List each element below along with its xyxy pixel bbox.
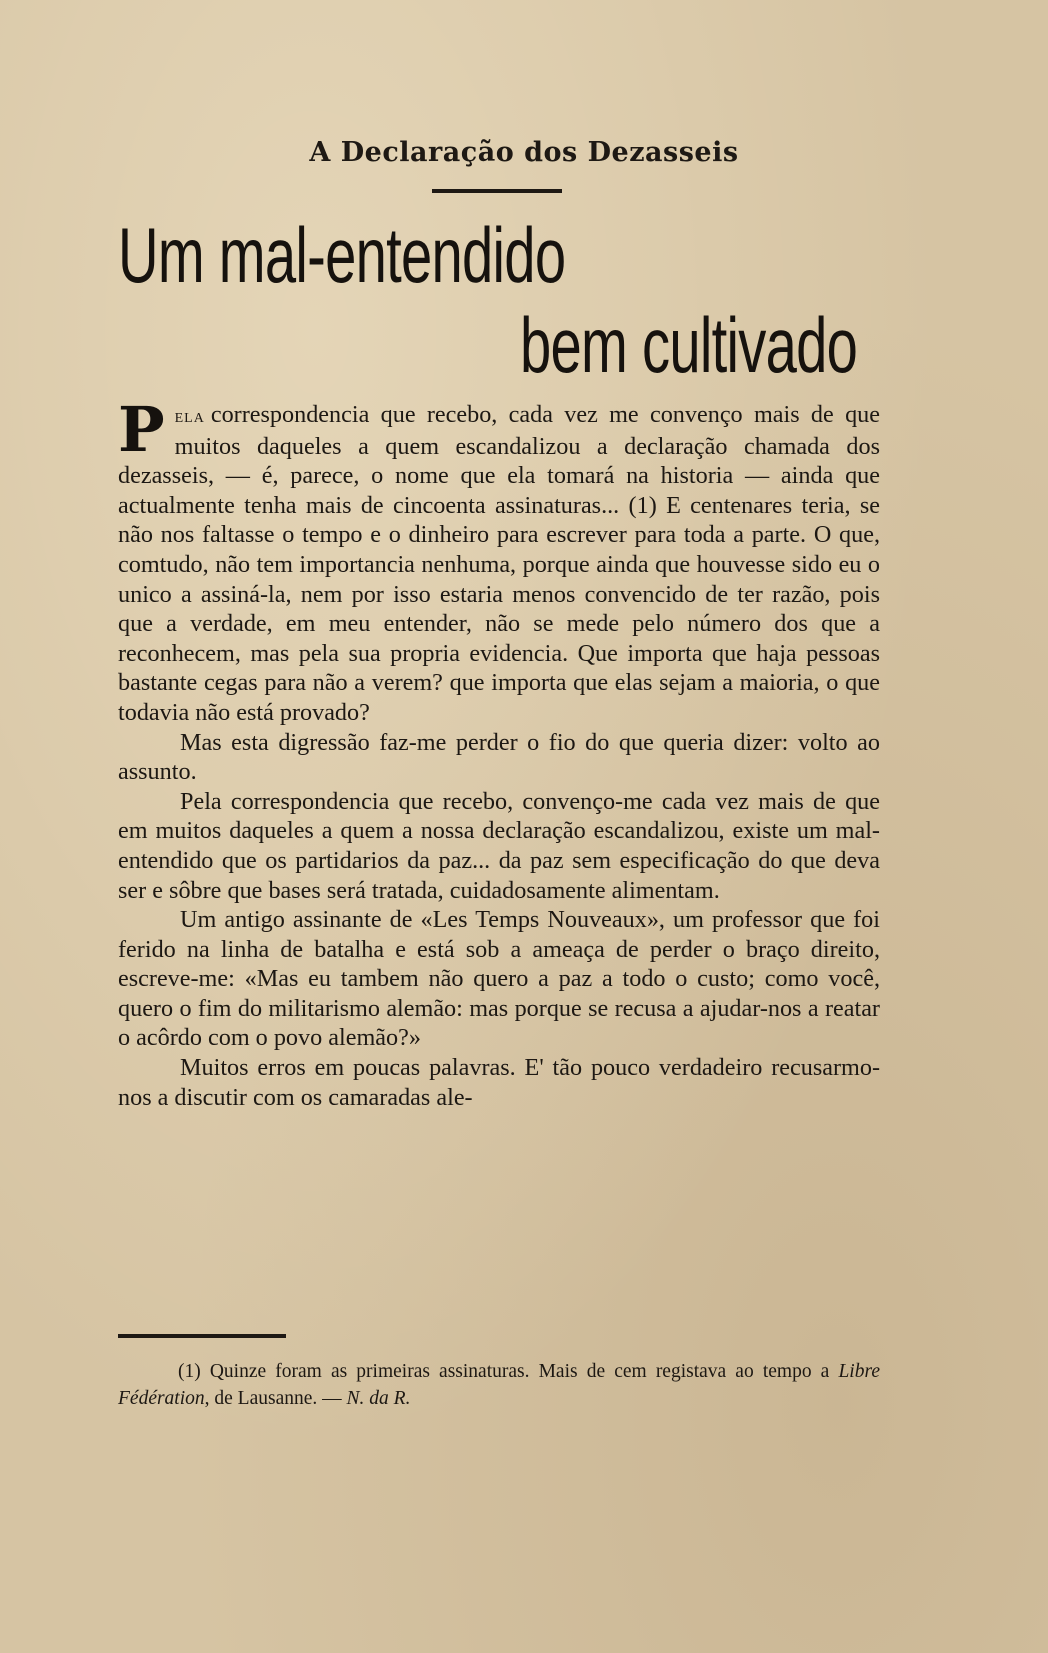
paragraph-5: Muitos erros em poucas palavras. E' tão pouco verdadeiro recusarmo-nos a discutir com os camaradas ale- [118, 1054, 880, 1111]
paragraph-1-text: correspondencia que recebo, cada vez me convenço mais de que muitos daqueles a quem escandalizou a declaração chamada dos dezasseis, — é, parece, o nome que ela tomará na historia — ainda que actualmente tenha mais de cincoenta assinaturas... (1) E centenares teria, se não nos faltasse o tempo e o dinheiro para escrever para toda a parte. O que, comtudo, não tem importancia nenhuma, porque ainda que houvesse sido eu o unico a assiná-la, nem por isso estaria menos convencido de ter razão, pois que a verdade, em meu entender, não se mede pelo número dos que a reconhecem, mas pela sua propria evidencia. Que importa que haja pessoas bastante cegas para não a verem? que importa que elas sejam a maioria, o que todavia não está provado? [118, 401, 880, 726]
footnote-text [118, 1358, 880, 1412]
footnote [118, 1358, 880, 1412]
paragraph-1 [118, 393, 880, 728]
paragraph-3: Pela correspondencia que recebo, convenço-me cada vez mais de que em muitos daqueles a quem a nossa declaração escandalizou, existe um mal-entendido que os partidarios da paz... da paz sem especificação do que deva ser e sôbre que bases será tratada, cuidadosamente alimentam. [118, 787, 880, 904]
footnote-text-after: , de Lausanne. — [204, 1388, 347, 1409]
article-body [118, 393, 880, 1112]
drop-cap: P [118, 393, 165, 466]
title-divider [432, 189, 562, 193]
section-title: A Declaração dos Dezasseis [309, 137, 739, 168]
footnote-publication: Libre Fédération [118, 1361, 880, 1409]
footnote-text-before: (1) Quinze foram as primeiras assinaturas. Mais de cem registava ao tempo a [178, 1361, 839, 1382]
footnote-signature: N. da R. [346, 1388, 411, 1409]
paragraph-4: Um antigo assinante de «Les Temps Nouveaux», um professor que foi ferido na linha de batalha e está sob a ameaça de perder o braço direito, escreve-me: «Mas eu tambem não quero a paz a todo o custo; como você, quero o fim do militarismo alemão: mas porque se recusa a ajudar-nos a reatar o acôrdo com o povo alemão?» [118, 906, 880, 1052]
headline-line-1: Um mal-entendido [118, 211, 566, 299]
first-word: ela [174, 405, 205, 427]
paragraph-2: Mas esta digressão faz-me perder o fio do que queria dizer: volto ao assunto. [118, 728, 880, 786]
footnote-divider [118, 1334, 286, 1338]
headline-line-2: bem cultivado [520, 301, 858, 389]
